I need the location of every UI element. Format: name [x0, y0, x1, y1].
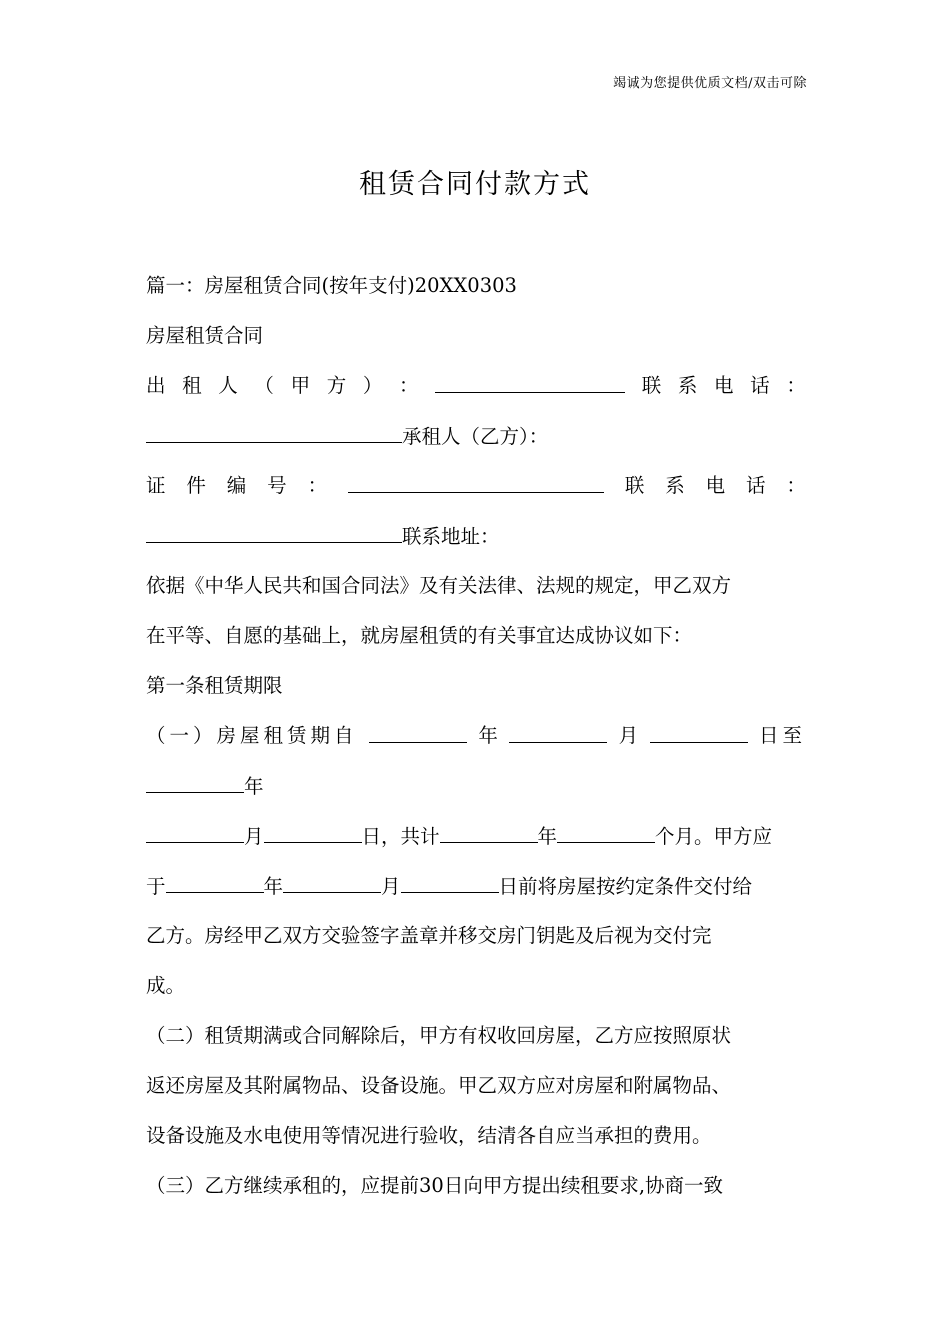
document-title: 租赁合同付款方式 [359, 169, 591, 200]
line-lessee [146, 416, 806, 466]
preamble-text-2: 在平等、自愿的基础上，就房屋租赁的有关事宜达成协议如下： [146, 624, 693, 647]
lessor-label-c5: 方 [326, 374, 347, 397]
line-section-heading [146, 266, 806, 316]
day-total-label: 日，共计 [361, 825, 440, 848]
lessee-phone-c3: 话 [746, 474, 766, 497]
lessor-label-c1: 租 [182, 374, 202, 397]
line-preamble-1 [146, 566, 806, 616]
clause-3-text-1: （三）乙方继续承租的，应提前30日向甲方提出续租要求,协商一致 [146, 1174, 724, 1197]
clause-2-text-3: 设备设施及水电使用等情况进行验收，结清各自应当承担的费用。 [146, 1124, 712, 1147]
month-label: 月 [381, 875, 401, 898]
document-body [146, 266, 806, 1216]
lessor-phone-c0: 联 [641, 374, 662, 397]
end-year-blank[interactable] [146, 766, 244, 793]
delivery-tail-text: 日前将房屋按约定条件交付给 [498, 875, 753, 898]
contract-name: 房屋租赁合同 [146, 324, 264, 347]
line-lessor [146, 366, 806, 416]
total-years-blank[interactable] [440, 816, 538, 843]
lessor-phone-c3: 话 [750, 374, 770, 397]
lessor-label-c3: （ [254, 374, 274, 397]
start-year-blank[interactable] [369, 716, 467, 743]
line-clause-2-b [146, 1066, 806, 1116]
article-1-heading: 第一条租赁期限 [146, 674, 283, 697]
lessor-phone-c2: 电 [714, 374, 734, 397]
id-number-blank[interactable] [348, 466, 604, 493]
lessee-phone-c0: 联 [624, 474, 645, 497]
line-term-end-year [146, 766, 806, 816]
id-label-c1: 件 [186, 474, 206, 497]
months-tail-text: 个月。甲方应 [655, 825, 773, 848]
year-label: 年 [478, 724, 498, 747]
delivery-month-blank[interactable] [283, 866, 381, 893]
term-clause-prefix: （一）房屋租赁期自 [146, 724, 358, 747]
clause-2-text-2: 返还房屋及其附属物品、设备设施。甲乙双方应对房屋和附属物品、 [146, 1074, 732, 1097]
line-id-number [146, 466, 806, 516]
lessee-phone-c4: ： [786, 474, 806, 497]
lessor-label-c0: 出 [146, 374, 166, 397]
line-clause-2-a [146, 1016, 806, 1066]
line-delivery-3 [146, 966, 806, 1016]
line-delivery-date [146, 866, 806, 916]
lessor-label-c4: 甲 [290, 374, 311, 397]
line-term-start [146, 716, 806, 766]
lessor-phone-c4: ： [786, 374, 806, 397]
address-label: 联系地址： [402, 525, 500, 548]
delivery-prefix: 于 [146, 875, 166, 898]
total-months-blank[interactable] [557, 816, 655, 843]
lessor-label-c2: 人 [218, 374, 238, 397]
delivery-text: 乙方。房经甲乙双方交验签字盖章并移交房门钥匙及后视为交付完 [146, 924, 712, 947]
start-month-blank[interactable] [509, 716, 607, 743]
delivery-day-blank[interactable] [401, 866, 499, 893]
start-day-blank[interactable] [650, 716, 748, 743]
line-address [146, 516, 806, 566]
lessor-label-c6: ） [362, 374, 383, 397]
lessee-phone-c1: 系 [665, 474, 685, 497]
preamble-text-1: 依据《中华人民共和国合同法》及有关法律、法规的规定，甲乙双方 [146, 574, 732, 597]
id-label-c2: 编 [226, 474, 247, 497]
id-label-c3: 号 [267, 474, 287, 497]
header-note: 竭诚为您提供优质文档/双击可除 [613, 76, 807, 91]
lessee-phone-blank[interactable] [146, 516, 402, 543]
lessor-label-c7: ： [398, 374, 419, 397]
line-preamble-2 [146, 616, 806, 666]
line-clause-3 [146, 1166, 806, 1216]
year-label: 年 [263, 875, 284, 898]
line-contract-name [146, 316, 806, 366]
section-heading: 篇一：房屋租赁合同(按年支付)20XX0303 [146, 274, 517, 297]
id-label-c4: ： [307, 474, 328, 497]
month-label: 月 [618, 724, 639, 747]
line-clause-2-c [146, 1116, 806, 1166]
year-label: 年 [244, 775, 264, 798]
line-delivery-2 [146, 916, 806, 966]
line-term-end [146, 816, 806, 866]
id-label-c0: 证 [146, 474, 166, 497]
line-article-1 [146, 666, 806, 716]
day-to-label: 日至 [758, 724, 806, 747]
clause-2-text-1: （二）租赁期满或合同解除后，甲方有权收回房屋，乙方应按照原状 [146, 1024, 732, 1047]
delivery-text-end: 成。 [146, 974, 186, 997]
end-day-blank[interactable] [264, 816, 362, 843]
lessee-label: 承租人（乙方）： [402, 425, 549, 448]
year-label: 年 [537, 825, 558, 848]
end-month-blank[interactable] [146, 816, 244, 843]
lessor-name-blank[interactable] [435, 366, 625, 393]
lessee-phone-c2: 电 [705, 474, 726, 497]
month-label: 月 [244, 825, 264, 848]
lessor-phone-blank[interactable] [146, 416, 402, 443]
lessor-phone-c1: 系 [677, 374, 698, 397]
delivery-year-blank[interactable] [166, 866, 264, 893]
